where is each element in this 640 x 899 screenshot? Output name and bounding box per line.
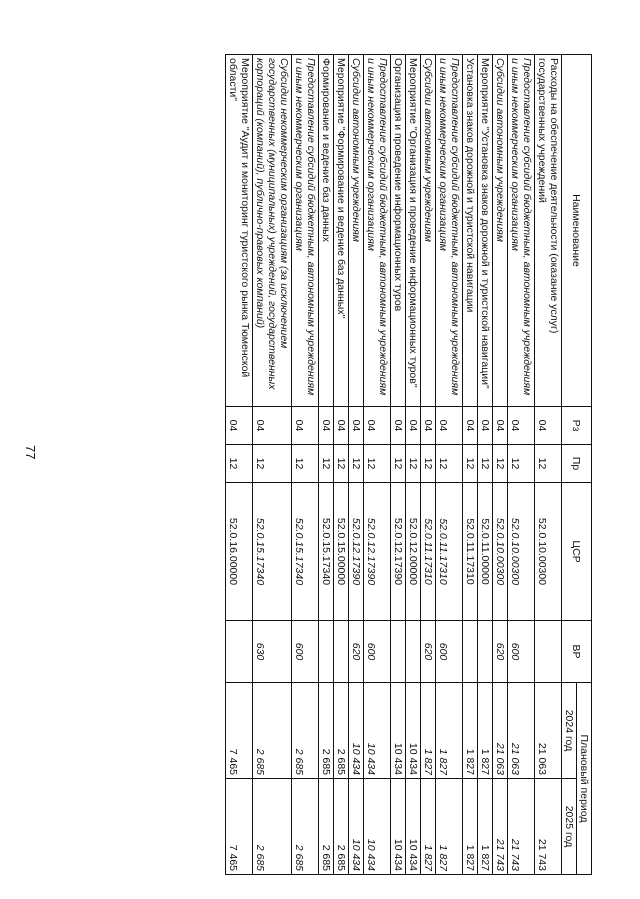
row-rz: 04 bbox=[406, 407, 421, 445]
row-csr: 52.0.10.00300 bbox=[493, 483, 508, 621]
row-value-2024: 2 685 bbox=[292, 683, 319, 779]
row-name: Организация и проведение информационных туров bbox=[391, 55, 406, 407]
table-row bbox=[292, 55, 319, 875]
row-value-2025: 2 685 bbox=[253, 779, 292, 875]
header-pr: Пр bbox=[562, 445, 592, 483]
row-name: Мероприятие "Организация и проведение информационных туров" bbox=[406, 55, 421, 407]
row-vr: 630 bbox=[253, 621, 292, 683]
row-name: Мероприятие "Аудит и мониторинг туристского рынка Тюменской области" bbox=[226, 55, 253, 407]
row-rz: 04 bbox=[226, 407, 253, 445]
row-name: Расходы на обеспечение деятельности (оказание услуг) государственных учреждений bbox=[535, 55, 562, 407]
row-csr: 52.0.12.00000 bbox=[406, 483, 421, 621]
row-name: Установка знаков дорожной и туристской навигации bbox=[463, 55, 478, 407]
header-2025: 2025 год bbox=[562, 779, 577, 875]
row-csr: 52.0.15.17340 bbox=[319, 483, 334, 621]
row-pr: 12 bbox=[463, 445, 478, 483]
row-rz: 04 bbox=[463, 407, 478, 445]
row-rz: 04 bbox=[478, 407, 493, 445]
table-row bbox=[535, 55, 562, 875]
row-csr: 52.0.11.17310 bbox=[421, 483, 436, 621]
row-vr: 600 bbox=[364, 621, 391, 683]
row-value-2024: 7 465 bbox=[226, 683, 253, 779]
row-pr: 12 bbox=[319, 445, 334, 483]
row-pr: 12 bbox=[406, 445, 421, 483]
row-rz: 04 bbox=[421, 407, 436, 445]
row-pr: 12 bbox=[508, 445, 535, 483]
row-name: Мероприятие "Формирование и ведение баз данных" bbox=[334, 55, 349, 407]
row-rz: 04 bbox=[334, 407, 349, 445]
header-2024: 2024 год bbox=[562, 683, 577, 779]
row-pr: 12 bbox=[349, 445, 364, 483]
row-value-2025: 10 434 bbox=[391, 779, 406, 875]
row-vr bbox=[463, 621, 478, 683]
row-name: Субсидии автономным учреждениям bbox=[493, 55, 508, 407]
table-body bbox=[226, 55, 562, 875]
row-vr: 620 bbox=[493, 621, 508, 683]
table-row bbox=[349, 55, 364, 875]
row-pr: 12 bbox=[253, 445, 292, 483]
table-row bbox=[319, 55, 334, 875]
row-rz: 04 bbox=[364, 407, 391, 445]
row-name: Формирование и ведение баз данных bbox=[319, 55, 334, 407]
row-rz: 04 bbox=[508, 407, 535, 445]
row-value-2024: 2 685 bbox=[334, 683, 349, 779]
page-number: 77 bbox=[23, 445, 38, 460]
row-value-2025: 7 465 bbox=[226, 779, 253, 875]
row-pr: 12 bbox=[391, 445, 406, 483]
row-pr: 12 bbox=[478, 445, 493, 483]
row-name: Предоставление субсидий бюджетным, автономным учреждениям и иным некоммерческим организациям bbox=[364, 55, 391, 407]
row-csr: 52.0.15.00000 bbox=[334, 483, 349, 621]
table-row bbox=[436, 55, 463, 875]
row-vr: 600 bbox=[292, 621, 319, 683]
row-value-2025: 1 827 bbox=[478, 779, 493, 875]
row-csr: 52.0.15.17340 bbox=[292, 483, 319, 621]
row-name: Субсидии автономным учреждениям bbox=[421, 55, 436, 407]
row-vr bbox=[319, 621, 334, 683]
row-value-2025: 10 434 bbox=[349, 779, 364, 875]
budget-table bbox=[225, 54, 592, 875]
row-value-2025: 21 743 bbox=[535, 779, 562, 875]
row-value-2025: 1 827 bbox=[436, 779, 463, 875]
row-name: Мероприятие "Установка знаков дорожной и туристской навигации" bbox=[478, 55, 493, 407]
row-name: Предоставление субсидий бюджетным, автономным учреждениям и иным некоммерческим организациям bbox=[292, 55, 319, 407]
row-pr: 12 bbox=[535, 445, 562, 483]
row-pr: 12 bbox=[493, 445, 508, 483]
row-value-2024: 21 063 bbox=[508, 683, 535, 779]
row-pr: 12 bbox=[421, 445, 436, 483]
header-vr: ВР bbox=[562, 621, 592, 683]
row-name: Предоставление субсидий бюджетным, автономным учреждениям и иным некоммерческим организациям bbox=[508, 55, 535, 407]
table-header-row bbox=[577, 55, 592, 875]
row-vr bbox=[406, 621, 421, 683]
header-name: Наименование bbox=[562, 55, 592, 407]
row-csr: 52.0.11.17310 bbox=[436, 483, 463, 621]
table-row bbox=[226, 55, 253, 875]
row-pr: 12 bbox=[292, 445, 319, 483]
header-plan-period: Плановый период bbox=[577, 683, 592, 875]
row-name: Субсидии некоммерческим организациям (за исключением государственных (муниципальных) учреждений, государственных корпораций (компаний), публично-правовых компаний) bbox=[253, 55, 292, 407]
row-value-2024: 10 434 bbox=[391, 683, 406, 779]
row-value-2025: 2 685 bbox=[334, 779, 349, 875]
row-value-2024: 1 827 bbox=[463, 683, 478, 779]
row-value-2025: 10 434 bbox=[364, 779, 391, 875]
row-rz: 04 bbox=[493, 407, 508, 445]
row-pr: 12 bbox=[364, 445, 391, 483]
table-row bbox=[463, 55, 478, 875]
row-vr: 620 bbox=[421, 621, 436, 683]
row-rz: 04 bbox=[436, 407, 463, 445]
row-csr: 52.0.12.17390 bbox=[391, 483, 406, 621]
row-vr bbox=[478, 621, 493, 683]
table-row bbox=[391, 55, 406, 875]
header-rz: Рз bbox=[562, 407, 592, 445]
row-vr bbox=[535, 621, 562, 683]
row-value-2024: 10 434 bbox=[349, 683, 364, 779]
row-csr: 52.0.10.00300 bbox=[508, 483, 535, 621]
row-value-2025: 1 827 bbox=[463, 779, 478, 875]
table-row bbox=[406, 55, 421, 875]
row-value-2025: 10 434 bbox=[406, 779, 421, 875]
row-value-2024: 21 063 bbox=[535, 683, 562, 779]
row-value-2024: 10 434 bbox=[406, 683, 421, 779]
row-value-2024: 1 827 bbox=[436, 683, 463, 779]
row-value-2024: 21 063 bbox=[493, 683, 508, 779]
row-value-2024: 10 434 bbox=[364, 683, 391, 779]
row-rz: 04 bbox=[535, 407, 562, 445]
row-csr: 52.0.15.17340 bbox=[253, 483, 292, 621]
row-pr: 12 bbox=[334, 445, 349, 483]
row-rz: 04 bbox=[292, 407, 319, 445]
table-row bbox=[478, 55, 493, 875]
header-csr: ЦСР bbox=[562, 483, 592, 621]
row-value-2024: 2 685 bbox=[253, 683, 292, 779]
table-row bbox=[253, 55, 292, 875]
row-pr: 12 bbox=[226, 445, 253, 483]
row-vr bbox=[226, 621, 253, 683]
row-value-2025: 2 685 bbox=[319, 779, 334, 875]
row-value-2024: 1 827 bbox=[421, 683, 436, 779]
row-rz: 04 bbox=[349, 407, 364, 445]
row-value-2025: 21 743 bbox=[508, 779, 535, 875]
row-rz: 04 bbox=[253, 407, 292, 445]
row-vr bbox=[334, 621, 349, 683]
row-name: Предоставление субсидий бюджетным, автономным учреждениям и иным некоммерческим организациям bbox=[436, 55, 463, 407]
table-row bbox=[421, 55, 436, 875]
row-csr: 52.0.16.00000 bbox=[226, 483, 253, 621]
row-csr: 52.0.12.17390 bbox=[364, 483, 391, 621]
row-vr: 600 bbox=[436, 621, 463, 683]
row-csr: 52.0.11.00000 bbox=[478, 483, 493, 621]
row-value-2025: 21 743 bbox=[493, 779, 508, 875]
row-vr bbox=[391, 621, 406, 683]
row-rz: 04 bbox=[391, 407, 406, 445]
row-pr: 12 bbox=[436, 445, 463, 483]
row-csr: 52.0.10.00300 bbox=[535, 483, 562, 621]
table-row bbox=[493, 55, 508, 875]
row-value-2025: 2 685 bbox=[292, 779, 319, 875]
row-vr: 600 bbox=[508, 621, 535, 683]
row-value-2025: 1 827 bbox=[421, 779, 436, 875]
row-csr: 52.0.11.17310 bbox=[463, 483, 478, 621]
row-rz: 04 bbox=[319, 407, 334, 445]
row-csr: 52.0.12.17390 bbox=[349, 483, 364, 621]
row-value-2024: 2 685 bbox=[319, 683, 334, 779]
row-value-2024: 1 827 bbox=[478, 683, 493, 779]
table-row bbox=[508, 55, 535, 875]
row-vr: 620 bbox=[349, 621, 364, 683]
table-row bbox=[364, 55, 391, 875]
table-row bbox=[334, 55, 349, 875]
row-name: Субсидии автономным учреждениям bbox=[349, 55, 364, 407]
rotated-page bbox=[225, 54, 592, 874]
